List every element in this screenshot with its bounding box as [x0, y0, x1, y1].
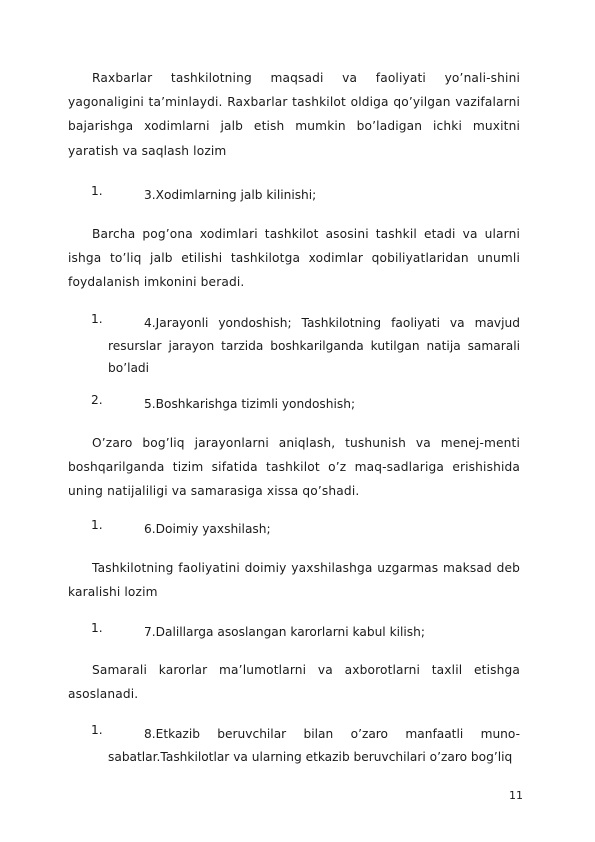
list-item-text: 6.Doimiy yaxshilash; [144, 522, 271, 536]
list-item-text: 4.Jarayonli yondoshish; Tashkilotning faoliyati va mavjud resurslar jarayon tarzida boshkarilganda kutilgan natija samarali bo’ladi [108, 316, 520, 375]
paragraph-text: Raxbarlar tashkilotning maqsadi va faoliyati yo’nali-shini yagonaligini ta’minlaydi. Raxbarlar tashkilot oldiga qo’yilgan vazifalarni bajarishga xodimlarni jalb etish mumkin bo’ladigan ichki muxitni yaratish va saqlash lozim [68, 71, 520, 158]
paragraph-text: Barcha pog’ona xodimlari tashkilot asosini tashkil etadi va ularni ishga to’liq jalb etilishi tashkilotga xodimlar qobiliyatlaridan unumli foydalanish imkonini beradi. [68, 227, 520, 290]
paragraph [68, 66, 520, 163]
list-item [68, 393, 520, 417]
list-item-text: 3.Xodimlarning jalb kilinishi; [144, 188, 317, 202]
list-number: 1. [91, 518, 103, 532]
paragraph-text: Tashkilotning faoliyatini doimiy yaxshilashga uzgarmas maksad deb karalishi lozim [68, 561, 520, 600]
list-item [68, 621, 520, 645]
paragraph-text: O’zaro bog’liq jarayonlarni aniqlash, tushunish va menej-menti boshqarilganda tizim sifatida tashkilot o’z maq-sadlariga erishishida uning natijaliligi va samarasiga xissa qo’shadi. [68, 436, 520, 499]
paragraph [68, 658, 520, 706]
list-item-text: 8.Etkazib beruvchilar bilan o’zaro manfaatli muno-sabatlar.Tashkilotlar va ularning etkazib beruvchilari o’zaro bog’liq [108, 727, 520, 764]
list-number: 1. [91, 184, 103, 198]
list-item [68, 518, 520, 542]
paragraph-text: Samarali karorlar ma’lumotlarni va axborotlarni taxlil etishga asoslanadi. [68, 663, 520, 702]
list-item-text: 7.Dalillarga asoslangan karorlarni kabul kilish; [144, 625, 425, 639]
list-number: 1. [91, 312, 103, 326]
list-number: 1. [91, 621, 103, 635]
paragraph [68, 431, 520, 504]
list-item [68, 723, 520, 773]
list-item [68, 312, 520, 382]
list-number: 1. [91, 723, 103, 737]
list-item-text: 5.Boshkarishga tizimli yondoshish; [144, 397, 356, 411]
paragraph [68, 222, 520, 295]
paragraph [68, 556, 520, 604]
list-number: 2. [91, 393, 103, 407]
list-item [68, 184, 520, 208]
page-number: 11 [509, 789, 523, 802]
